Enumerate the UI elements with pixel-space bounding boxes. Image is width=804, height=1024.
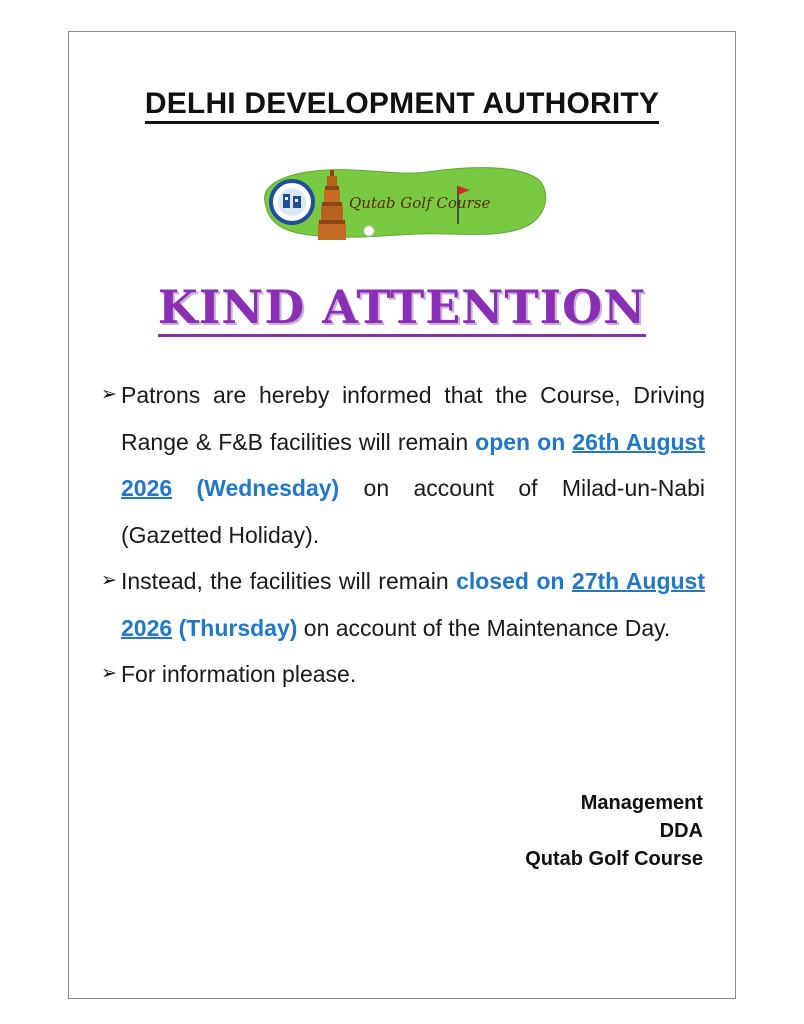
qutab-golf-course-logo [257,158,549,242]
arrowhead-bullet-icon: ➢ [101,384,117,405]
notice-body [101,372,705,698]
signature-management: Management [580,792,703,814]
organization-title [69,87,735,121]
arrowhead-bullet-icon: ➢ [101,570,117,591]
signature-golf-course: Qutab Golf Course [525,848,703,870]
arrowhead-bullet-icon: ➢ [101,663,117,684]
notice-item2-space [564,568,571,594]
signature-dda: DDA [659,820,703,842]
notice-item1-text-a: Patrons are hereby informed that the Course, Driving Range & F&B facilities will remain [121,382,705,455]
notice-item2-text-a: Instead, the facilities will remain [121,568,457,594]
signature-block [525,789,703,873]
notice-item3-text: For information please. [121,661,357,687]
notice-item-open-date [101,372,705,558]
notice-item2-text-b: on account of the Maintenance Day. [297,614,671,641]
organization-title-text: DELHI DEVELOPMENT AUTHORITY [145,87,659,124]
closed-on-highlight: closed on [456,568,565,594]
golf-ball-icon [364,226,374,236]
notice-item-closed-date [101,558,705,651]
closed-day-highlight: (Thursday) [178,614,298,641]
open-day-highlight: (Wednesday) [196,475,340,501]
notice-item1-text-b: on account of Milad-un-Nabi (Gazetted Holiday). [121,475,705,548]
open-on-highlight: open on [475,428,566,455]
closed-date-highlight: 27th August 2026 [121,568,706,641]
notice-item1-space2 [172,475,196,501]
logo-text: Qutab Golf Course [349,194,491,212]
kind-attention-text: KIND ATTENTION [158,280,646,337]
notice-item-information [101,651,705,698]
dda-emblem-icon [271,181,313,223]
kind-attention-heading [69,280,735,334]
open-date-highlight: 26th August 2026 [121,428,706,501]
notice-page [68,31,736,999]
